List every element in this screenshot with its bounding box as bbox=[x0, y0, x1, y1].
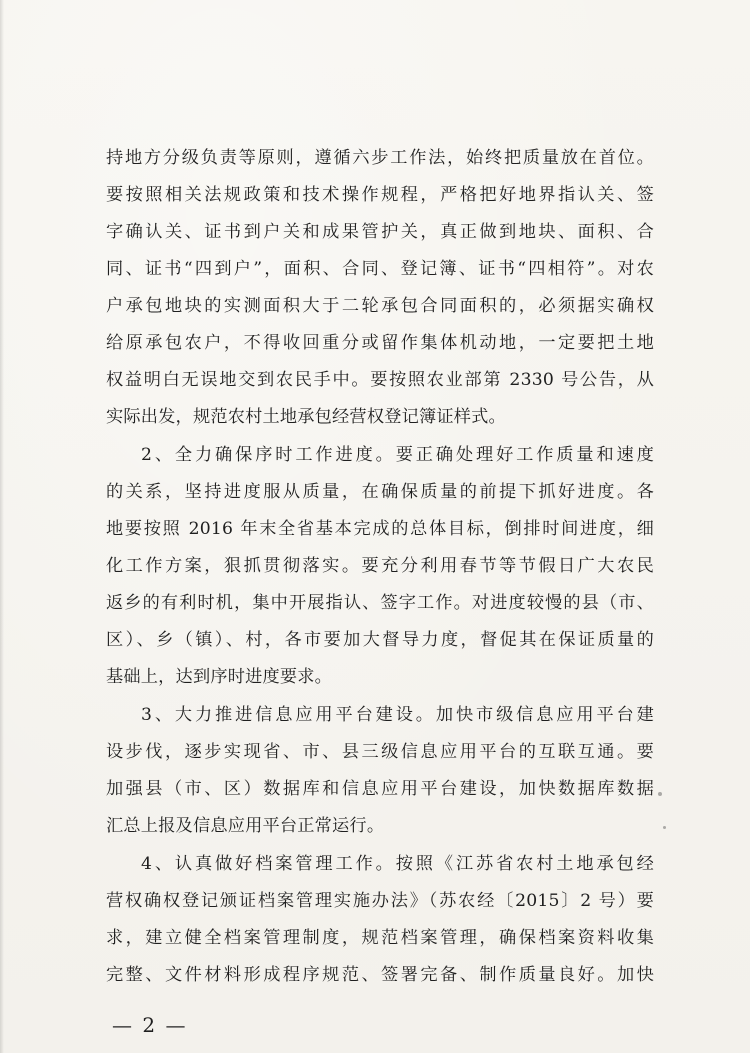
text-line: 的关系，坚持进度服从质量，在确保质量的前提下抓好进度。各 bbox=[106, 482, 654, 502]
text-line: 返乡的有利时机，集中开展指认、签字工作。对进度较慢的县（市、 bbox=[106, 593, 654, 613]
text-line: 汇总上报及信息应用平台正常运行。 bbox=[106, 816, 385, 836]
text-line: 权益明白无误地交到农民手中。要按照农业部第 2330 号公告，从 bbox=[106, 370, 654, 390]
text-line: 完整、文件材料形成程序规范、签署完备、制作质量良好。加快 bbox=[106, 965, 654, 985]
text-line: 户承包地块的实测面积大于二轮承包合同面积的，必须据实确权 bbox=[106, 296, 654, 316]
text-line: 持地方分级负责等原则，遵循六步工作法，始终把质量放在首位。 bbox=[106, 148, 654, 168]
text-line: 设步伐，逐步实现省、市、县三级信息应用平台的互联互通。要 bbox=[106, 742, 654, 762]
text-line: 营权确权登记颁证档案管理实施办法》（苏农经〔2015〕2 号）要 bbox=[106, 891, 654, 911]
paper-edge bbox=[0, 0, 4, 1053]
text-line: 字确认关、证书到户关和成果管护关，真正做到地块、面积、合 bbox=[106, 222, 654, 242]
text-line: 区）、乡（镇）、村，各市要加大督导力度，督促其在保证质量的 bbox=[106, 630, 654, 650]
text-line: 加强县（市、区）数据库和信息应用平台建设，加快数据库数据 bbox=[106, 779, 654, 799]
paper-speck bbox=[658, 792, 662, 796]
text-line: 化工作方案，狠抓贯彻落实。要充分利用春节等节假日广大农民 bbox=[106, 556, 654, 576]
text-line: 基础上，达到序时进度要求。 bbox=[106, 667, 333, 687]
page-number: — 2 — bbox=[112, 1013, 188, 1037]
section-heading-4: 4、认真做好档案管理工作。按照《江苏省农村土地承包经 bbox=[141, 854, 654, 874]
text-line: 求，建立健全档案管理制度，规范档案管理，确保档案资料收集 bbox=[106, 928, 654, 948]
section-heading-2: 2、全力确保序时工作进度。要正确处理好工作质量和速度 bbox=[141, 445, 654, 465]
section-heading-3: 3、大力推进信息应用平台建设。加快市级信息应用平台建 bbox=[141, 705, 654, 725]
text-line: 同、证书“四到户”，面积、合同、登记簿、证书“四相符”。对农 bbox=[106, 259, 654, 279]
paper-speck bbox=[663, 826, 666, 829]
text-line: 地要按照 2016 年末全省基本完成的总体目标，倒排时间进度，细 bbox=[106, 519, 654, 539]
text-line: 要按照相关法规政策和技术操作规程，严格把好地界指认关、签 bbox=[106, 185, 654, 205]
text-line: 给原承包农户，不得收回重分或留作集体机动地，一定要把土地 bbox=[106, 333, 654, 353]
text-line: 实际出发，规范农村土地承包经营权登记簿证样式。 bbox=[106, 407, 506, 427]
